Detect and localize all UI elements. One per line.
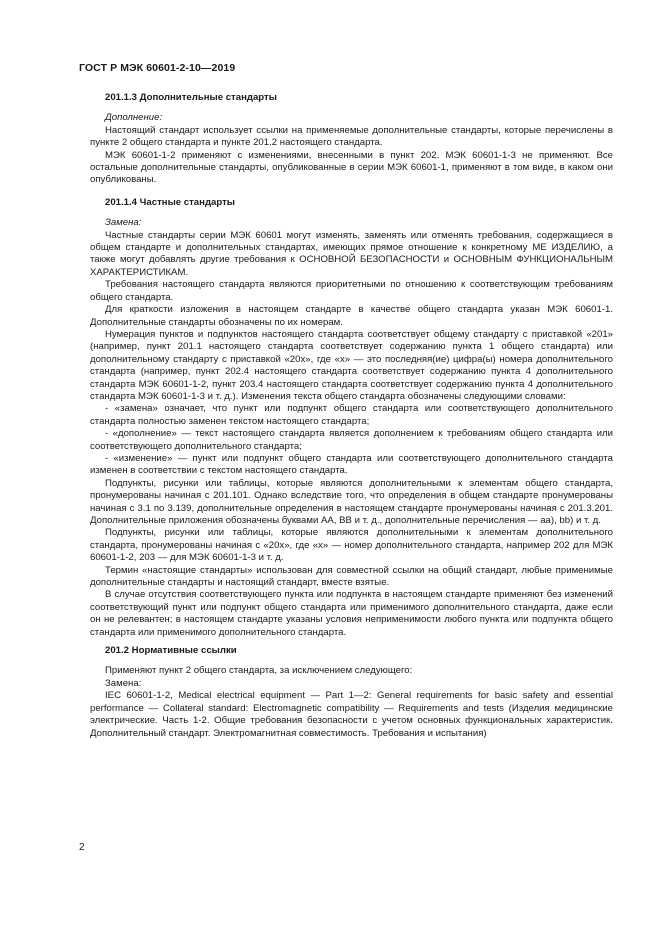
document-body — [90, 92, 613, 740]
paragraph: Нумерация пунктов и подпунктов настоящего стандарта соответствует общему стандарту с приставкой «201» (например, пункт 201.1 настоящего стандарта соответствует содержанию пункта 1 общего стандарта) или дополнительному стандарту с приставкой «20х», где «х» — это последняя(ие) цифра(ы) номера дополнительного стандарта (например, пункт 202.4 настоящего стандарта соответствует содержанию пункта 4 дополнительного стандарта МЭК 60601-1-2, пункт 203.4 настоящего стандарта соответствует содержанию пункта 4 дополнительного стандарта МЭК 60601-1-3 и т. д.). Изменения текста общего стандарта обозначены следующими словами: — [90, 328, 613, 402]
paragraph: Настоящий стандарт использует ссылки на применяемые дополнительные стандарты, которые перечислены в пункте 2 общего стандарта и пункте 201.2 настоящего стандарта. — [90, 124, 613, 149]
document-header: ГОСТ Р МЭК 60601-2-10—2019 — [79, 62, 236, 74]
paragraph: Применяют пункт 2 общего стандарта, за исключением следующего: — [105, 665, 413, 677]
paragraph: В случае отсутствия соответствующего пункта или подпункта в настоящем стандарте применяют без изменений соответствующий пункт или подпункт общего стандарта или применимого дополнительного стандарта, даже если он не релевантен; в настоящем стандарте указаны условия неприменимости любого пункта или подпункта общего стандарта или применимого дополнительного стандарта. — [90, 589, 613, 638]
paragraph: IEC 60601-1-2, Medical electrical equipment — Part 1—2: General requirements for basic safety and essential performance — Collateral standard: Electromagnetic compatibility — Requirements and tests (Изделия медицинские электрические. Часть 1-2. Общие требования безопасности с учетом основных функциональных характеристик. Дополнительный стандарт. Электромагнитная совместимость. Требования и испытания) — [90, 690, 613, 739]
list-item: - «дополнение» — текст настоящего стандарта является дополнением к требованиям общего стандарта или соответствующего дополнительного стандарта; — [90, 428, 613, 452]
paragraph: МЭК 60601-1-2 применяют с изменениями, внесенными в пункт 202. МЭК 60601-1-3 не применяют. Все остальные дополнительные стандарты, опубликованные в серии МЭК 60601-1, применяют в том виде, в каком они опубликованы. — [90, 149, 613, 186]
paragraph: Замена: — [105, 217, 142, 229]
section-heading-201-2: 201.2 Нормативные ссылки — [105, 645, 237, 657]
section-heading-201-1-4: 201.1.4 Частные стандарты — [105, 196, 235, 208]
paragraph: Подпункты, рисунки или таблицы, которые являются дополнительными к элементам дополнительного стандарта, пронумерованы начиная с «20х», где «х» — номер дополнительного стандарта, например 202 для МЭК 60601-1-2, 203 — для МЭК 60601-1-3 и т. д. — [90, 527, 613, 564]
section-heading-201-1-3: 201.1.3 Дополнительные стандарты — [105, 92, 277, 103]
paragraph: Для краткости изложения в настоящем стандарте в качестве общего стандарта указан МЭК 60601-1. Дополнительные стандарты обозначены по их номерам. — [90, 304, 613, 328]
paragraph: Частные стандарты серии МЭК 60601 могут изменять, заменять или отменять требования, содержащиеся в общем стандарте и дополнительных стандартах, имеющих прямое отношение к конкретному МЕ ИЗДЕЛИЮ, а также могут добавлять другие требования к ОСНОВНОЙ БЕЗОПАСНОСТИ и ОСНОВНЫМ ФУНКЦИОНАЛЬНЫМ ХАРАКТЕРИСТИКАМ. — [90, 229, 613, 278]
paragraph: Замена: — [105, 677, 142, 689]
paragraph: Требования настоящего стандарта являются приоритетными по отношению к соответствующим требованиям общего стандарта. — [90, 279, 613, 303]
paragraph: Термин «настоящие стандарты» использован для совместной ссылки на общий стандарт, любые применимые дополнительные стандарты и настоящий стандарт, вместе взятые. — [90, 564, 613, 589]
page-number: 2 — [79, 842, 85, 853]
list-item: - «замена» означает, что пункт или подпункт общего стандарта или соответствующего дополнительного стандарта полностью заменен текстом настоящего стандарта; — [90, 403, 613, 427]
paragraph: Подпункты, рисунки или таблицы, которые являются дополнительными к элементам общего стандарта, пронумерованы начиная с 201.101. Однако вследствие того, что определения в общем стандарте пронумерованы начиная с 3.1 по 3.139, дополнительные определения в настоящем стандарте пронумерованы начиная с 201.3.201. Дополнительные приложения обозначены буквами АА, ВВ и т. д., дополнительные перечисления — аа), bb) и т. д. — [90, 477, 613, 526]
list-item: - «изменение» — пункт или подпункт общего стандарта или соответствующего дополнительного стандарта изменен в соответствии с текстом настоящего стандарта. — [90, 452, 613, 477]
paragraph: Дополнение: — [105, 112, 163, 124]
